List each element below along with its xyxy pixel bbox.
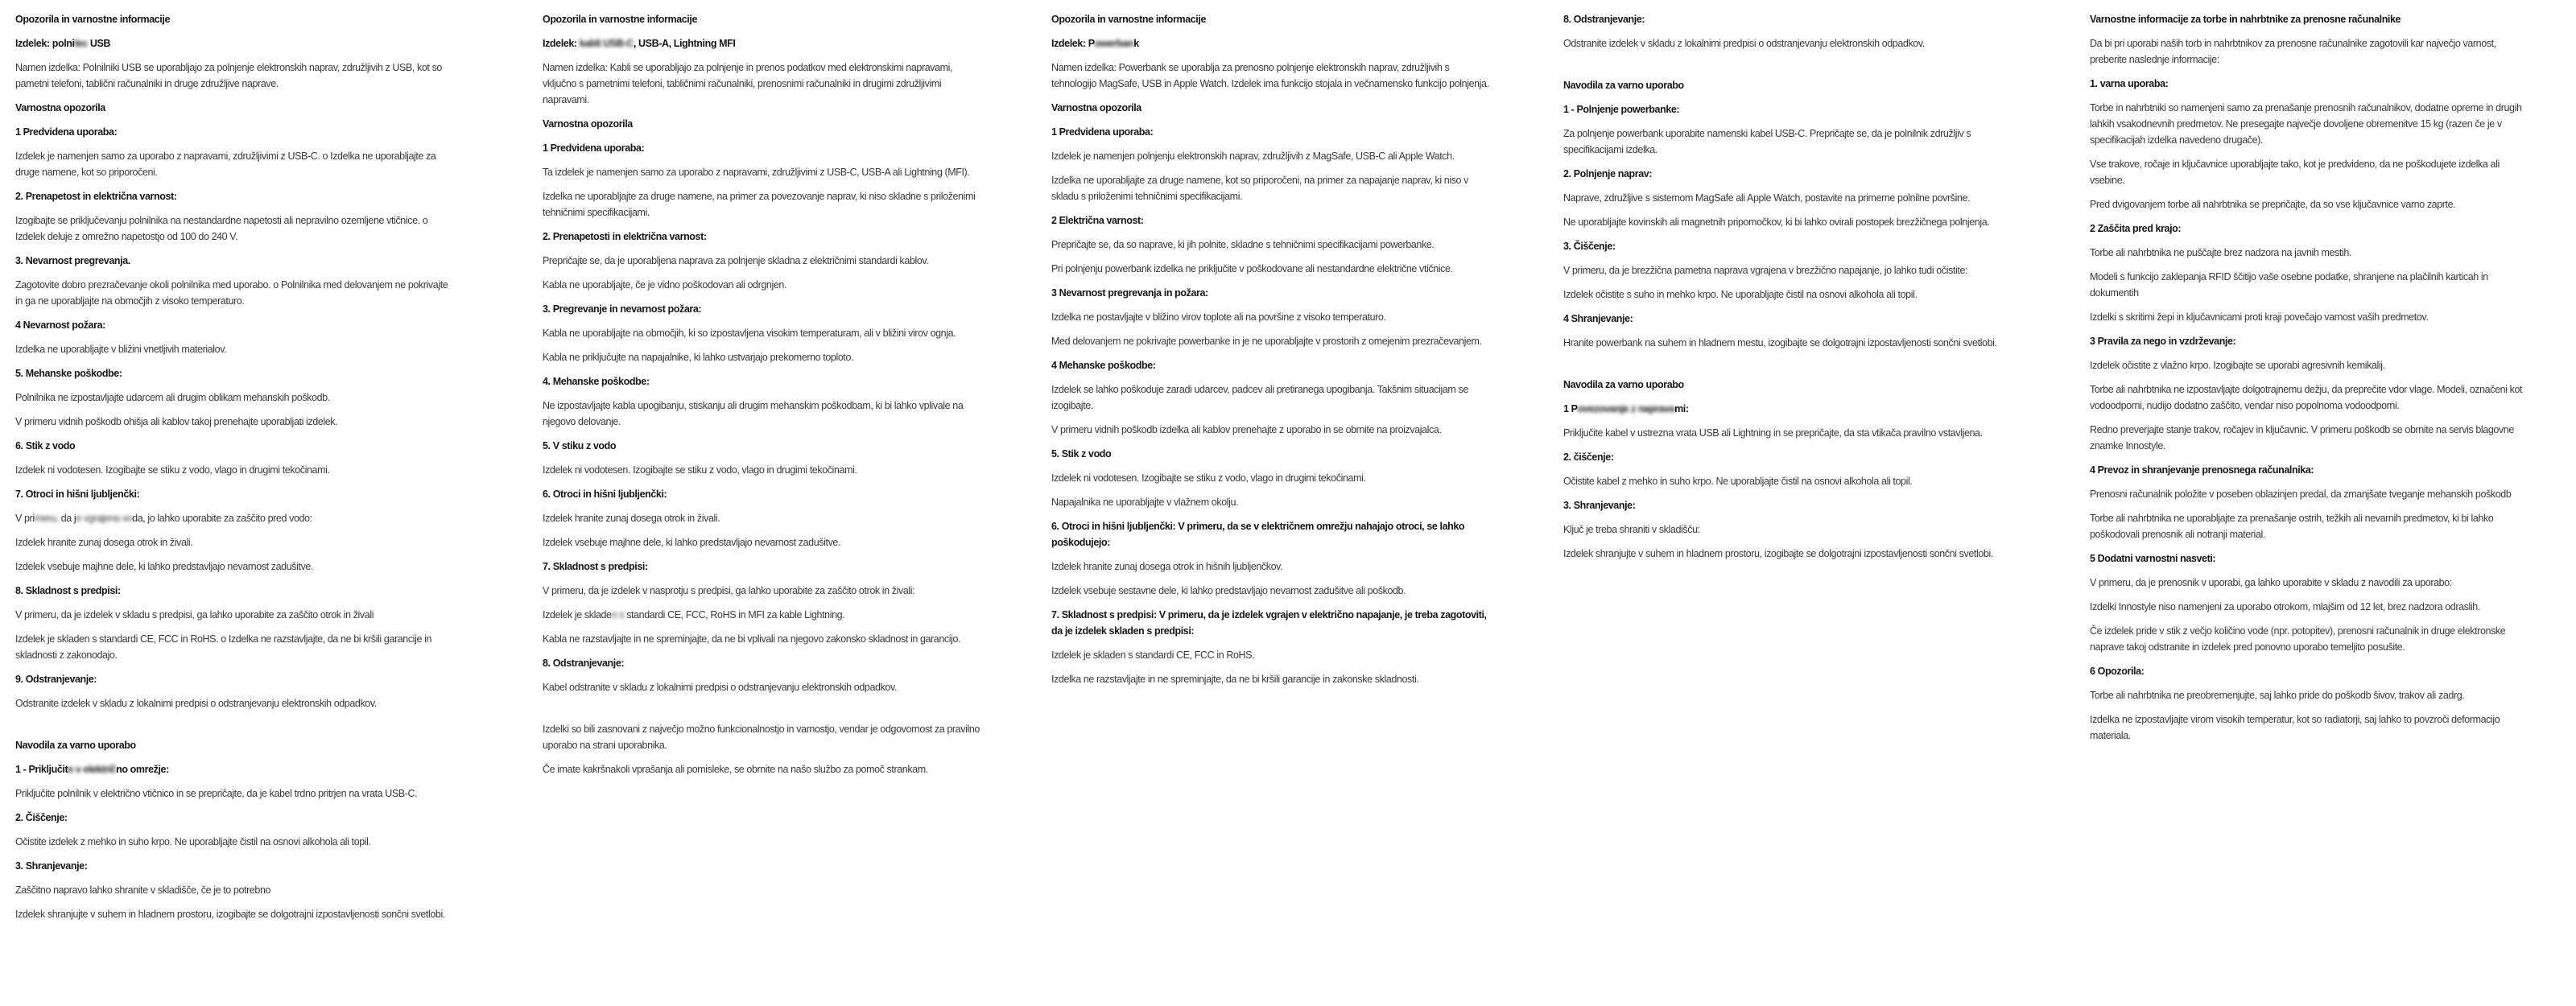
heading: 2. čiščenje: xyxy=(1563,451,1614,463)
paragraph: Izogibajte se priključevanju polnilnika na nestandardne napetosti ali nepravilno ozemljene vtičnice. o Izdelek deluje z omrežno napetostjo od 100 do 240 V. xyxy=(15,215,428,242)
paragraph: Namen izdelka: Powerbank se uporablja za prenosno polnjenje elektronskih naprav, združljivih s tehnologijo MagSafe, USB in Apple Watch. Izdelek ima funkcijo stojala in večnamensko funkcijo polnjenja. xyxy=(1051,62,1489,89)
heading: Opozorila in varnostne informacije xyxy=(15,14,170,25)
paragraph: Očistite kabel z mehko in suho krpo. Ne uporabljajte čistil na osnovi alkohola ali topil. xyxy=(1563,476,1913,487)
paragraph: Torbe ali nahrbtnika ne preobremenjujte, saj lahko pride do poškodb šivov, trakov ali zadrg. xyxy=(2090,690,2465,701)
heading: 3. Nevarnost pregrevanja. xyxy=(15,255,130,266)
heading: 8. Odstranjevanje: xyxy=(543,658,625,669)
text-run: da, jo lahko uporabite za zaščito pred vodo: xyxy=(132,513,312,524)
paragraph: Kabla ne uporabljajte, če je vidno poškodovan ali odrgnjen. xyxy=(543,279,787,291)
text-run: standardi CE, FCC, RoHS in MFI za kable Lightning. xyxy=(626,609,845,621)
paragraph: Izdelek je skladen s standardi CE, FCC in RoHS. o Izdelka ne razstavljajte, da ne bi kršili garancije in skladnosti z zakonodajo. xyxy=(15,633,431,661)
text-run: no omrežje: xyxy=(116,764,169,775)
heading: Varnostne informacije za torbe in nahrbtnike za prenosne računalnike xyxy=(2090,14,2401,25)
paragraph: Odstranite izdelek v skladu z lokalnimi predpisi o odstranjevanju elektronskih odpadkov. xyxy=(15,698,377,709)
blurred-text-run: meru, xyxy=(34,513,59,524)
paragraph: Zagotovite dobro prezračevanje okoli polnilnika med uporabo. o Polnilnika med delovanjem ne pokrivajte in ga ne uporabljajte na območjih z visoko temperaturo. xyxy=(15,279,448,307)
heading: 6. Otroci in hišni ljubljenčki: xyxy=(543,489,667,500)
text-run: USB xyxy=(87,38,111,49)
paragraph: Torbe ali nahrbtnika ne izpostavljajte dolgotrajnemu dežju, da preprečite vdor vlage. Modeli, označeni kot vodoodporni, nudijo dodatno zaščito, vendar niso popolnoma vodoodporni. xyxy=(2090,384,2523,411)
paragraph xyxy=(15,510,454,526)
paragraph: Če izdelek pride v stik z večjo količino vode (npr. potopitev), prenosni računalnik in druge elektronske naprave takoj odstranite in izdelek pred ponovno uporabo temeljito posušite. xyxy=(2090,625,2506,653)
heading: 2. Čiščenje: xyxy=(15,812,68,823)
blurred-text-run: kabli USB-C xyxy=(579,38,634,49)
text-run: , USB-A, Lightning MFI xyxy=(633,38,736,49)
paragraph: Izdelka ne izpostavljajte virom visokih temperatur, kot so radiatorji, saj lahko to povzroči deformacijo materiala. xyxy=(2090,714,2500,741)
text-run: mi: xyxy=(1674,403,1689,414)
paragraph: Izdelki s skritimi žepi in ključavnicami proti kraji povečajo varnost vaših predmetov. xyxy=(2090,311,2429,323)
paragraph: Redno preverjajte stanje trakov, ročajev in ključavnic. V primeru poškodb se obrnite na servis blagovne znamke Innostyle. xyxy=(2090,424,2514,451)
paragraph: Izdelek očistite s suho in mehko krpo. Ne uporabljajte čistil na osnovi alkohola ali topil. xyxy=(1563,289,1918,300)
heading: 5. Mehanske poškodbe: xyxy=(15,368,122,379)
paragraph: Ne uporabljajte kovinskih ali magnetnih pripomočkov, ki bi lahko ovirali postopek brezžičnega polnjenja. xyxy=(1563,216,1990,228)
heading: 6. Stik z vodo xyxy=(15,440,76,451)
heading: 2 Električna varnost: xyxy=(1051,215,1144,226)
heading: 5. Stik z vodo xyxy=(1051,448,1112,460)
heading: Varnostna opozorila xyxy=(543,118,633,130)
paragraph: Kabla ne razstavljajte in ne spreminjajte, da ne bi vplivali na njegovo zakonsko skladnost in garancijo. xyxy=(543,633,961,645)
paragraph: Modeli s funkcijo zaklepanja RFID ščitijo vaše osebne podatke, shranjene na plačilnih karticah in dokumentih xyxy=(2090,271,2488,299)
paragraph: Torbe ali nahrbtnika ne uporabljajte za prenašanje ostrih, težkih ali nevarnih predmetov, ki bi lahko poškodovali prenosnik ali notranji material. xyxy=(2090,513,2494,540)
heading xyxy=(1563,401,2002,417)
paragraph: Torbe in nahrbtniki so namenjeni samo za prenašanje prenosnih računalnikov, dodatne opreme in drugih lahkih vsakodnevnih predmetov. Ne presegajte največje dovoljene obremenitve 15 kg (razen če je v specifikacijah izdelka navedeno drugače). xyxy=(2090,102,2522,146)
heading: 4 Shranjevanje: xyxy=(1563,313,1633,324)
paragraph: Izdelek shranjujte v suhem in hladnem prostoru, izogibajte se dolgotrajni izpostavljenosti sončni svetlobi. xyxy=(1563,548,1993,559)
paragraph: Izdelka ne razstavljajte in ne spreminjajte, da ne bi kršili garancije in zakonske skladnosti. xyxy=(1051,674,1419,685)
paragraph: Izdelek je namenjen samo za uporabo z napravami, združljivimi z USB-C. o Izdelka ne uporabljajte za druge namene, kot so priporočeni. xyxy=(15,150,436,178)
paragraph: Kabel odstranite v skladu z lokalnimi predpisi o odstranjevanju elektronskih odpadkov. xyxy=(543,682,897,693)
paragraph: Prepričajte se, da so naprave, ki jih polnite, skladne s tehničnimi specifikacijami powerbanke. xyxy=(1051,239,1435,250)
heading: 6 Opozorila: xyxy=(2090,666,2145,677)
heading: 3 Nevarnost pregrevanja in požara: xyxy=(1051,287,1208,299)
heading: 1 Predvidena uporaba: xyxy=(15,126,118,138)
heading: 8. Skladnost s predpisi: xyxy=(15,585,121,596)
paragraph: Kabla ne uporabljajte na območjih, ki so izpostavljena visokim temperaturam, ali v bližini virov ognja. xyxy=(543,328,956,339)
paragraph: Odstranite izdelek v skladu z lokalnimi predpisi o odstranjevanju elektronskih odpadkov. xyxy=(1563,38,1925,49)
paragraph: Naprave, združljive s sistemom MagSafe ali Apple Watch, postavite na primerne polnilne površine. xyxy=(1563,192,1971,204)
safety-column-usage-instructions xyxy=(1563,11,2002,570)
heading: Navodila za varno uporabo xyxy=(1563,379,1684,390)
paragraph: Izdelek je namenjen polnjenju elektronskih naprav, združljivih z MagSafe, USB-C ali Apple Watch. xyxy=(1051,150,1455,162)
heading: Navodila za varno uporabo xyxy=(1563,80,1684,91)
heading: 3. Pregrevanje in nevarnost požara: xyxy=(543,303,702,315)
text-run: Izdelek: polni xyxy=(15,38,75,49)
paragraph: V primeru, da je izdelek v skladu s predpisi, ga lahko uporabite za zaščito otrok in živali xyxy=(15,609,374,621)
heading: 3. Shranjevanje: xyxy=(15,860,88,872)
text-run: Izdelek: P xyxy=(1051,38,1095,49)
paragraph: Ta izdelek je namenjen samo za uporabo z napravami, združljivimi z USB-C, USB-A ali Lightning (MFI). xyxy=(543,167,970,178)
heading xyxy=(15,35,454,52)
paragraph: Izdelek shranjujte v suhem in hladnem prostoru, izogibajte se dolgotrajni izpostavljenosti sončni svetlobi. xyxy=(15,909,445,920)
paragraph: Očistite izdelek z mehko in suho krpo. Ne uporabljajte čistil na osnovi alkohola ali topil. xyxy=(15,836,371,847)
text-run: V pri xyxy=(15,513,35,524)
paragraph: Izdelek vsebuje majhne dele, ki lahko predstavljajo nevarnost zadušitve. xyxy=(543,537,841,548)
safety-column-cables xyxy=(543,11,981,785)
text-run: da j xyxy=(58,513,76,524)
paragraph: Izdelka ne uporabljajte za druge namene, na primer za povezovanje naprav, ki niso skladne s priloženimi tehničnimi specifikacijami. xyxy=(543,191,976,218)
heading: 2. Prenapetost in električna varnost: xyxy=(15,191,177,202)
paragraph: V primeru, da je izdelek v nasprotju s predpisi, ga lahko uporabite za zaščito otrok in živali: xyxy=(543,585,915,596)
paragraph: Da bi pri uporabi naših torb in nahrbtnikov za prenosne računalnike zagotovili kar največjo varnost, preberite naslednje informacije: xyxy=(2090,38,2496,65)
paragraph: Izdelka ne postavljajte v bližino virov toplote ali na površine z visoko temperaturo. xyxy=(1051,311,1386,323)
text-run: Izdelek: xyxy=(543,38,580,49)
blurred-text-run: ovezovanje z naprava xyxy=(1577,403,1675,414)
blurred-text-run: owerban xyxy=(1094,38,1134,49)
paragraph: V primeru, da je prenosnik v uporabi, ga lahko uporabite v skladu z navodili za uporabo: xyxy=(2090,577,2452,588)
paragraph: Vse trakove, ročaje in ključavnice uporabljajte tako, kot je predvideno, da ne poškodujete izdelka ali vsebine. xyxy=(2090,159,2500,186)
blurred-text-run: e v električ xyxy=(68,764,117,775)
paragraph: Napajalnika ne uporabljajte v vlažnem okolju. xyxy=(1051,497,1239,508)
text-run: k xyxy=(1133,38,1139,49)
paragraph: Ključ je treba shraniti v skladišču: xyxy=(1563,524,1700,535)
heading xyxy=(1051,35,1490,52)
paragraph: Kabla ne priključujte na napajalnike, ki lahko ustvarjajo prekomerno toploto. xyxy=(543,352,854,363)
safety-column-powerbank xyxy=(1051,11,1490,695)
paragraph: V primeru vidnih poškodb ohišja ali kablov takoj prenehajte uporabljati izdelek. xyxy=(15,416,338,427)
paragraph: Izdelek vsebuje majhne dele, ki lahko predstavljajo nevarnost zadušitve. xyxy=(15,561,314,572)
heading: 7. Skladnost s predpisi: xyxy=(543,561,648,572)
paragraph xyxy=(543,607,981,623)
heading: 4 Prevoz in shranjevanje prenosnega računalnika: xyxy=(2090,464,2314,476)
paragraph: Izdelek je skladen s standardi CE, FCC in RoHS. xyxy=(1051,649,1255,661)
heading: 4. Mehanske poškodbe: xyxy=(543,376,650,387)
paragraph: Izdelek očistite z vlažno krpo. Izogibajte se uporabi agresivnih kemikalij. xyxy=(2090,360,2385,371)
heading: 2 Zaščita pred krajo: xyxy=(2090,223,2182,234)
paragraph: Izdelka ne uporabljajte za druge namene, kot so priporočeni, na primer za napajanje naprav, ki niso v skladu s priloženimi tehničnimi specifikacijami. xyxy=(1051,175,1469,202)
paragraph: Zaščitno napravo lahko shranite v skladišče, če je to potrebno xyxy=(15,884,271,896)
heading: Varnostna opozorila xyxy=(15,102,105,113)
text-run: Izdelek je sklade xyxy=(543,609,612,621)
text-run: 1 P xyxy=(1563,403,1578,414)
paragraph: V primeru, da je brezžična pametna naprava vgrajena v brezžično napajanje, jo lahko tudi očistite: xyxy=(1563,265,1968,276)
paragraph: Izdelek hranite zunaj dosega otrok in hišnih ljubljenčkov. xyxy=(1051,561,1283,572)
paragraph: Izdelki Innostyle niso namenjeni za uporabo otrokom, mlajšim od 12 let, brez nadzora odraslih. xyxy=(2090,601,2480,612)
paragraph: Pri polnjenju powerbank izdelka ne priključite v poškodovane ali nestandardne električne vtičnice. xyxy=(1051,263,1453,274)
paragraph: Izdelek hranite zunaj dosega otrok in živali. xyxy=(543,513,720,524)
text-run: 1 - Priključit xyxy=(15,764,68,775)
heading: 6. Otroci in hišni ljubljenčki: V primeru, da se v električnem omrežju nahajajo otroci, se lahko poškodujejo: xyxy=(1051,521,1465,548)
blurred-text-run: n s xyxy=(611,609,627,621)
heading: 8. Odstranjevanje: xyxy=(1563,14,1645,25)
safety-column-usb-charger xyxy=(15,11,454,930)
paragraph: Pred dvigovanjem torbe ali nahrbtnika se prepričajte, da so vse ključavnice varno zaprte. xyxy=(2090,199,2456,210)
paragraph: Izdelek vsebuje sestavne dele, ki lahko predstavljajo nevarnost zadušitve ali poškodb. xyxy=(1051,585,1406,596)
heading: 7. Skladnost s predpisi: V primeru, da je izdelek vgrajen v električno napajanje, je treba zagotoviti, da je izdelek skladen s predpisi: xyxy=(1051,609,1487,637)
heading: 4 Mehanske poškodbe: xyxy=(1051,360,1156,371)
paragraph: Izdelka ne uporabljajte v bližini vnetljivih materialov. xyxy=(15,344,227,355)
paragraph: Izdelek hranite zunaj dosega otrok in živali. xyxy=(15,537,193,548)
paragraph: Izdelki so bili zasnovani z največjo možno funkcionalnostjo in varnostjo, vendar je odgovornost za pravilno uporabo na strani uporabnika. xyxy=(543,724,980,751)
paragraph: Priključite polnilnik v električno vtičnico in se prepričajte, da je kabel trdno pritrjen na vrata USB-C. xyxy=(15,788,418,799)
heading: 3. Shranjevanje: xyxy=(1563,500,1636,511)
safety-column-laptop-bags xyxy=(2090,11,2529,752)
heading: 7. Otroci in hišni ljubljenčki: xyxy=(15,489,140,500)
paragraph: Polnilnika ne izpostavljajte udarcem ali drugim oblikam mehanskih poškodb. xyxy=(15,392,330,403)
paragraph: Za polnjenje powerbank uporabite namenski kabel USB-C. Prepričajte se, da je polnilnik združljiv s specifikacijami izdelka. xyxy=(1563,128,1971,155)
paragraph: Če imate kakršnakoli vprašanja ali pomisleke, se obrnite na našo službo za pomoč strankam. xyxy=(543,764,928,775)
heading: Opozorila in varnostne informacije xyxy=(543,14,697,25)
paragraph: Med delovanjem ne pokrivajte powerbanke in je ne uporabljajte v prostorih z omejenim prezračevanjem. xyxy=(1051,336,1482,347)
paragraph: Torbe ali nahrbtnika ne puščajte brez nadzora na javnih mestih. xyxy=(2090,247,2352,258)
heading: 1 - Polnjenje powerbanke: xyxy=(1563,104,1680,115)
heading: 2. Polnjenje naprav: xyxy=(1563,168,1653,179)
heading: Varnostna opozorila xyxy=(1051,102,1141,113)
heading: Navodila za varno uporabo xyxy=(15,740,136,751)
paragraph: Ne izpostavljajte kabla upogibanju, stiskanju ali drugim mehanskim poškodbam, ki bi lahko vplivale na njegovo delovanje. xyxy=(543,400,964,427)
heading: 1. varna uporaba: xyxy=(2090,78,2169,89)
paragraph: Izdelek se lahko poškoduje zaradi udarcev, padcev ali pretiranega upogibanja. Takšnim situacijam se izogibajte. xyxy=(1051,384,1468,411)
blurred-text-run: e vgrajena vo xyxy=(76,513,133,524)
paragraph: Izdelek ni vodotesen. Izogibajte se stiku z vodo, vlago in drugimi tekočinami. xyxy=(15,464,330,476)
heading: 1 Predvidena uporaba: xyxy=(543,142,645,154)
paragraph: Izdelek ni vodotesen. Izogibajte se stiku z vodo, vlago in drugimi tekočinami. xyxy=(1051,472,1366,484)
paragraph: V primeru vidnih poškodb izdelka ali kablov prenehajte z uporabo in se obrnite na proizvajalca. xyxy=(1051,424,1442,435)
heading: 9. Odstranjevanje: xyxy=(15,674,97,685)
heading: 4 Nevarnost požara: xyxy=(15,320,105,331)
paragraph: Prepričajte se, da je uporabljena naprava za polnjenje skladna z električnimi standardi kablov. xyxy=(543,255,929,266)
heading: 5 Dodatni varnostni nasveti: xyxy=(2090,553,2216,564)
heading: 2. Prenapetosti in električna varnost: xyxy=(543,231,707,242)
paragraph: Izdelek ni vodotesen. Izogibajte se stiku z vodo, vlago in drugimi tekočinami. xyxy=(543,464,857,476)
paragraph: Priključite kabel v ustrezna vrata USB ali Lightning in se prepričajte, da sta vtikača pravilno vstavljena. xyxy=(1563,427,1983,439)
heading xyxy=(543,35,981,52)
paragraph: Hranite powerbank na suhem in hladnem mestu, izogibajte se dolgotrajni izpostavljenosti sončni svetlobi. xyxy=(1563,337,1997,348)
paragraph: Namen izdelka: Kabli se uporabljajo za polnjenje in prenos podatkov med elektronskimi napravami, vključno s pametnimi telefoni, tabličnimi računalniki, prenosnimi računalniki in drugimi združljivimi napravami. xyxy=(543,62,953,105)
blurred-text-run: lec xyxy=(74,38,88,49)
heading: Opozorila in varnostne informacije xyxy=(1051,14,1206,25)
heading: 3 Pravila za nego in vzdrževanje: xyxy=(2090,336,2236,347)
heading: 1 Predvidena uporaba: xyxy=(1051,126,1154,138)
paragraph: Prenosni računalnik položite v poseben oblazinjen predal, da zmanjšate tveganje mehanskih poškodb xyxy=(2090,489,2512,500)
heading: 3. Čiščenje: xyxy=(1563,241,1616,252)
heading: 5. V stiku z vodo xyxy=(543,440,617,451)
paragraph: Namen izdelka: Polnilniki USB se uporabljajo za polnjenje elektronskih naprav, združljivih z USB, kot so pametni telefoni, tablični računalniki in druge združljive naprave. xyxy=(15,62,442,89)
heading xyxy=(15,761,454,777)
